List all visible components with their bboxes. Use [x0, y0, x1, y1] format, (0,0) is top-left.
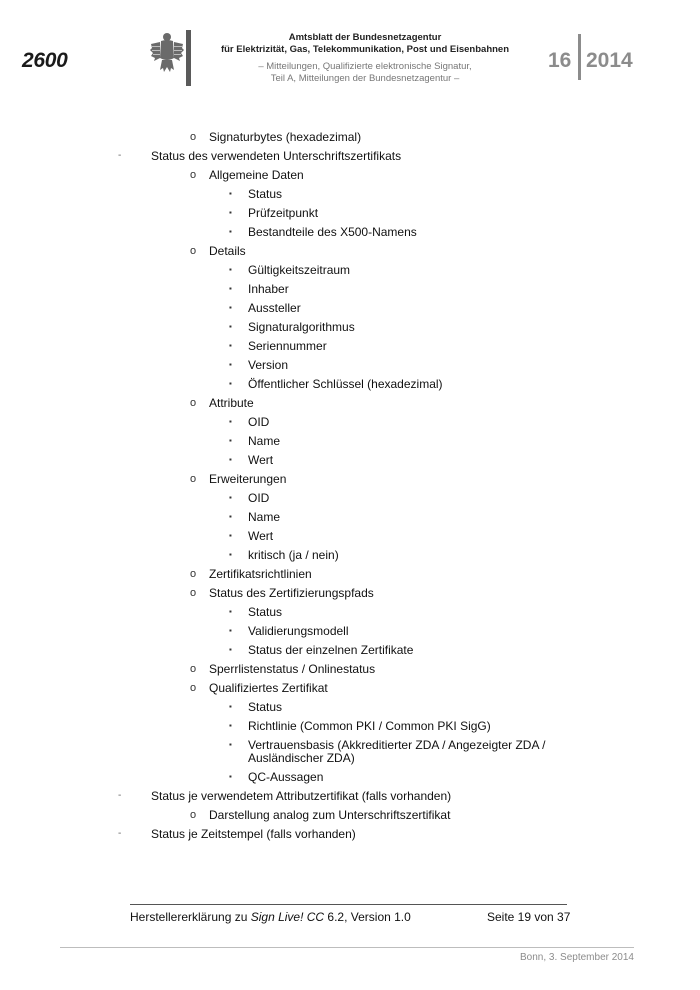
footer-document-title [130, 910, 411, 924]
circle-bullet-icon: o [190, 245, 197, 257]
list-item: Attribute [209, 396, 254, 410]
list-item: Bestandteile des X500-Namens [248, 225, 417, 239]
circle-bullet-icon: o [190, 473, 197, 485]
square-bullet-icon: ▪ [229, 493, 232, 502]
header-section-line: – Mitteilungen, Qualifizierte elektronische Signatur, [258, 61, 472, 72]
square-bullet-icon: ▪ [229, 721, 232, 730]
list-item: Wert [248, 453, 274, 467]
issue-number: 16 [548, 49, 572, 72]
square-bullet-icon: ▪ [229, 626, 232, 635]
list-item: Signaturalgorithmus [248, 320, 355, 334]
square-bullet-icon: ▪ [229, 265, 232, 274]
list-item: Status je verwendetem Attributzertifikat (falls vorhanden) [151, 789, 452, 803]
list-item: Qualifiziertes Zertifikat [209, 681, 328, 695]
footer-suffix: 6.2, Version 1.0 [324, 910, 411, 924]
circle-bullet-icon: o [190, 568, 197, 580]
square-bullet-icon: ▪ [229, 227, 232, 236]
square-bullet-icon: ▪ [229, 512, 232, 521]
square-bullet-icon: ▪ [229, 417, 232, 426]
header-section-line-2: Teil A, Mitteilungen der Bundesnetzagentur – [270, 72, 460, 84]
list-item: QC-Aussagen [248, 770, 324, 784]
dash-bullet-icon: - [118, 790, 122, 801]
square-bullet-icon: ▪ [229, 341, 232, 350]
publication-date: Bonn, 3. September 2014 [520, 952, 634, 963]
federal-eagle-icon [149, 30, 185, 76]
circle-bullet-icon: o [190, 809, 197, 821]
list-item: Erweiterungen [209, 472, 287, 486]
footer-divider [130, 904, 567, 905]
list-item: Validierungsmodell [248, 624, 349, 638]
list-item: Version [248, 358, 289, 372]
issue-divider [578, 34, 581, 80]
list-item-continuation: Ausländischer ZDA) [248, 751, 355, 765]
list-item: Status je Zeitstempel (falls vorhanden) [151, 827, 356, 841]
list-item: Aussteller [248, 301, 301, 315]
footer-prefix: Herstellererklärung zu [130, 910, 251, 924]
circle-bullet-icon: o [190, 169, 197, 181]
square-bullet-icon: ▪ [229, 455, 232, 464]
list-item: OID [248, 491, 270, 505]
dash-bullet-icon: - [118, 150, 122, 161]
footer-page-count: Seite 19 von 37 [487, 910, 571, 924]
circle-bullet-icon: o [190, 587, 197, 599]
list-item: Wert [248, 529, 274, 543]
square-bullet-icon: ▪ [229, 550, 232, 559]
list-item: Prüfzeitpunkt [248, 206, 319, 220]
list-item: Signaturbytes (hexadezimal) [209, 130, 362, 144]
list-item: Öffentlicher Schlüssel (hexadezimal) [248, 377, 443, 391]
square-bullet-icon: ▪ [229, 772, 232, 781]
list-item: Status der einzelnen Zertifikate [248, 643, 414, 657]
square-bullet-icon: ▪ [229, 189, 232, 198]
square-bullet-icon: ▪ [229, 360, 232, 369]
issue-year: 2014 [586, 49, 633, 72]
square-bullet-icon: ▪ [229, 740, 232, 749]
list-item: Richtlinie (Common PKI / Common PKI SigG) [248, 719, 491, 733]
list-item: Vertrauensbasis (Akkreditierter ZDA / Angezeigter ZDA / [248, 738, 546, 752]
list-item: kritisch (ja / nein) [248, 548, 339, 562]
square-bullet-icon: ▪ [229, 208, 232, 217]
square-bullet-icon: ▪ [229, 303, 232, 312]
circle-bullet-icon: o [190, 131, 197, 143]
list-item: Seriennummer [248, 339, 327, 353]
square-bullet-icon: ▪ [229, 436, 232, 445]
square-bullet-icon: ▪ [229, 531, 232, 540]
list-item: Status [248, 187, 283, 201]
dash-bullet-icon: - [118, 828, 122, 839]
bottom-divider [60, 947, 634, 948]
list-item: Darstellung analog zum Unterschriftszertifikat [209, 808, 451, 822]
list-item: Zertifikatsrichtlinien [209, 567, 312, 581]
list-item: OID [248, 415, 270, 429]
header-title-line: Amtsblatt der Bundesnetzagentur [288, 32, 442, 43]
list-item: Name [248, 434, 281, 448]
square-bullet-icon: ▪ [229, 379, 232, 388]
page-number: 2600 [22, 49, 68, 72]
square-bullet-icon: ▪ [229, 645, 232, 654]
square-bullet-icon: ▪ [229, 322, 232, 331]
list-item: Status des verwendeten Unterschriftszertifikats [151, 149, 402, 163]
list-item: Details [209, 244, 246, 258]
list-item: Status des Zertifizierungspfads [209, 586, 374, 600]
circle-bullet-icon: o [190, 397, 197, 409]
square-bullet-icon: ▪ [229, 607, 232, 616]
list-item: Allgemeine Daten [209, 168, 304, 182]
list-item: Status [248, 605, 283, 619]
header-bar [186, 30, 191, 86]
footer-product-name: Sign Live! CC [250, 910, 325, 924]
list-item: Status [248, 700, 283, 714]
circle-bullet-icon: o [190, 663, 197, 675]
square-bullet-icon: ▪ [229, 702, 232, 711]
circle-bullet-icon: o [190, 682, 197, 694]
list-item: Gültigkeitszeitraum [248, 263, 351, 277]
list-item: Inhaber [248, 282, 289, 296]
list-item: Name [248, 510, 281, 524]
list-item: Sperrlistenstatus / Onlinestatus [209, 662, 376, 676]
header-title-block [195, 32, 535, 84]
header-subtitle-line: für Elektrizität, Gas, Telekommunikation, Post und Eisenbahnen [220, 43, 510, 55]
square-bullet-icon: ▪ [229, 284, 232, 293]
